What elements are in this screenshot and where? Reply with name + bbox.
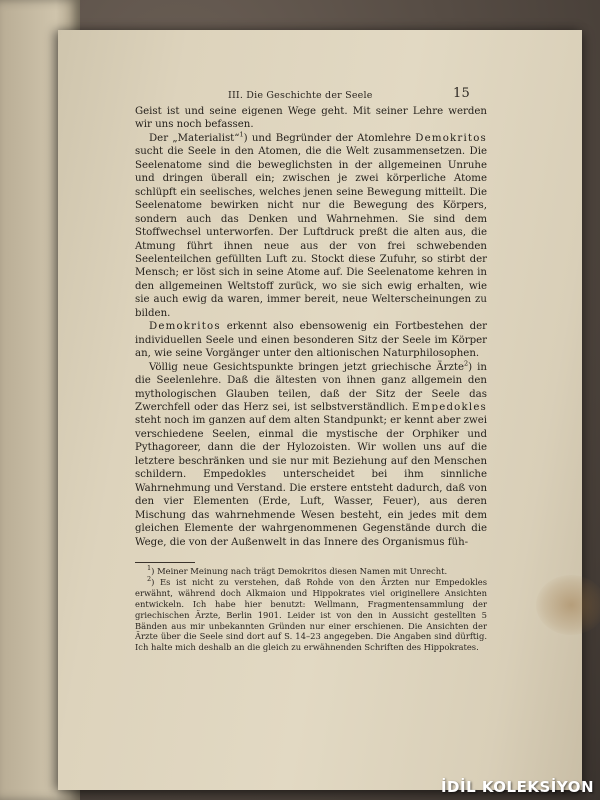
body-text: [135, 105, 487, 549]
running-header: [140, 88, 470, 104]
footnote-ref-1: 1: [239, 130, 244, 139]
footnote-1: [135, 566, 487, 577]
footnote-ref-2: 2: [464, 359, 469, 368]
name-demokritos-2: Demokritos: [149, 321, 221, 333]
paragraph-1-text: Geist ist und seine eigenen Wege geht. Mit seiner Lehre werden wir uns noch befassen.: [135, 106, 487, 131]
paragraph-2: [135, 132, 487, 320]
paragraph-3: [135, 320, 487, 360]
paper-stain: [536, 575, 600, 635]
name-empedokles: Empedokles: [412, 401, 487, 413]
paragraph-2-text-b: ) und Begründer der Atomlehre: [243, 132, 416, 144]
name-demokritos: Demokritos: [415, 132, 487, 144]
paragraph-4: [135, 361, 487, 549]
paragraph-2-text-a: Der „Materialist“: [149, 132, 240, 144]
chapter-title: III. Die Geschichte der Seele: [228, 90, 373, 101]
paragraph-4-text-a: Völlig neue Gesichtspunkte bringen jetzt griechische Ärzte: [149, 361, 464, 373]
watermark: İDİL KOLEKSİYON: [440, 778, 594, 796]
paragraph-2-text-c: sucht die Seele in den Atomen, die die Welt zusammensetzen. Die Seelenatome sind die beweglichsten in der allgemeinen Unruhe und dringen überall ein; zwischen je zwei körperliche Atome schlüpft ein seelisches, welches jenen seine Bewegung mitteilt. Die Seelenatome bewirken nicht nur die Bewegung des Körpers, sondern auch das Denken und Wahrnehmen. Sie sind dem Stoffwechsel unterworfen. Der Luftdruck preßt die alten aus, die Atmung führt ihnen neue aus der von frei schwebenden Seelenteilchen gefüllten Luft zu. Stockt diese Zufuhr, so stirbt der Mensch; er löst sich in seine Atome auf. Die Seelenatome kehren in den allgemeinen Weltstoff zurück, wo sie sich ewig erhalten, wie sie auch ewig da waren, immer bereit, neue Welterscheinungen zu bilden.: [135, 146, 487, 319]
page-number: 15: [453, 86, 470, 101]
paragraph-1: [135, 105, 487, 132]
paragraph-3-text: erkennt also ebensowenig ein Fortbestehen der individuellen Seele und einen besonderen Sitz der Seele im Körper an, wie seine Vorgänger unter den altionischen Naturphilosophen.: [135, 321, 487, 360]
footnote-2-number: 2: [147, 575, 152, 584]
footnotes: [135, 566, 487, 653]
footnote-1-number: 1: [147, 564, 152, 573]
footnote-divider: [135, 562, 195, 563]
footnote-2-text: ) Es ist nicht zu verstehen, daß Rohde von den Ärzten nur Empedokles erwähnt, während doch Alkmaion und Hippokrates viel originellere Ansichten entwickeln. Ich habe hier benutzt: Wellmann, Fragmentensammlung der griechischen Ärzte, Berlin 1901. Leider ist von den in Aussicht gestellten 5 Bänden aus mir unbekannten Gründen nur einer erschienen. Die Ansichten der Ärzte über die Seele sind dort auf S. 14–23 angegeben. Die Angaben sind dürftig. Ich halte mich deshalb an die gleich zu erwähnenden Schriften des Hippokrates.: [135, 576, 487, 653]
paragraph-4-text-b: ) in die Seelenlehre. Daß die ältesten von ihnen ganz allgemein den mythologischen Glauben teilen, daß der Sitz der Seele das Zwerchfell oder das Herz sei, ist selbstverständlich.: [135, 361, 487, 413]
footnote-2: [135, 577, 487, 653]
paragraph-4-text-c: steht noch im ganzen auf dem alten Standpunkt; er kennt aber zwei verschiedene Seelen, einmal die mystische der Orphiker und Pythagoreer, dann die der Hylozoisten. Wir wollen uns auf die letztere beschränken und sie nur mit Beziehung auf den Menschen schildern. Empedokles unterscheidet bei ihm sinnliche Wahrnehmung und Verstand. Die erstere entsteht dadurch, daß von den vier Elementen (Erde, Luft, Wasser, Feuer), aus deren Mischung das wahrnehmende Wesen besteht, ein jedes mit dem gleichen Elemente der wahrgenommenen Gegenstände durch die Wege, die von der Außenwelt in das Innere des Organismus füh-: [135, 415, 488, 548]
footnote-1-text: ) Meiner Meinung nach trägt Demokritos diesen Namen mit Unrecht.: [151, 566, 448, 576]
